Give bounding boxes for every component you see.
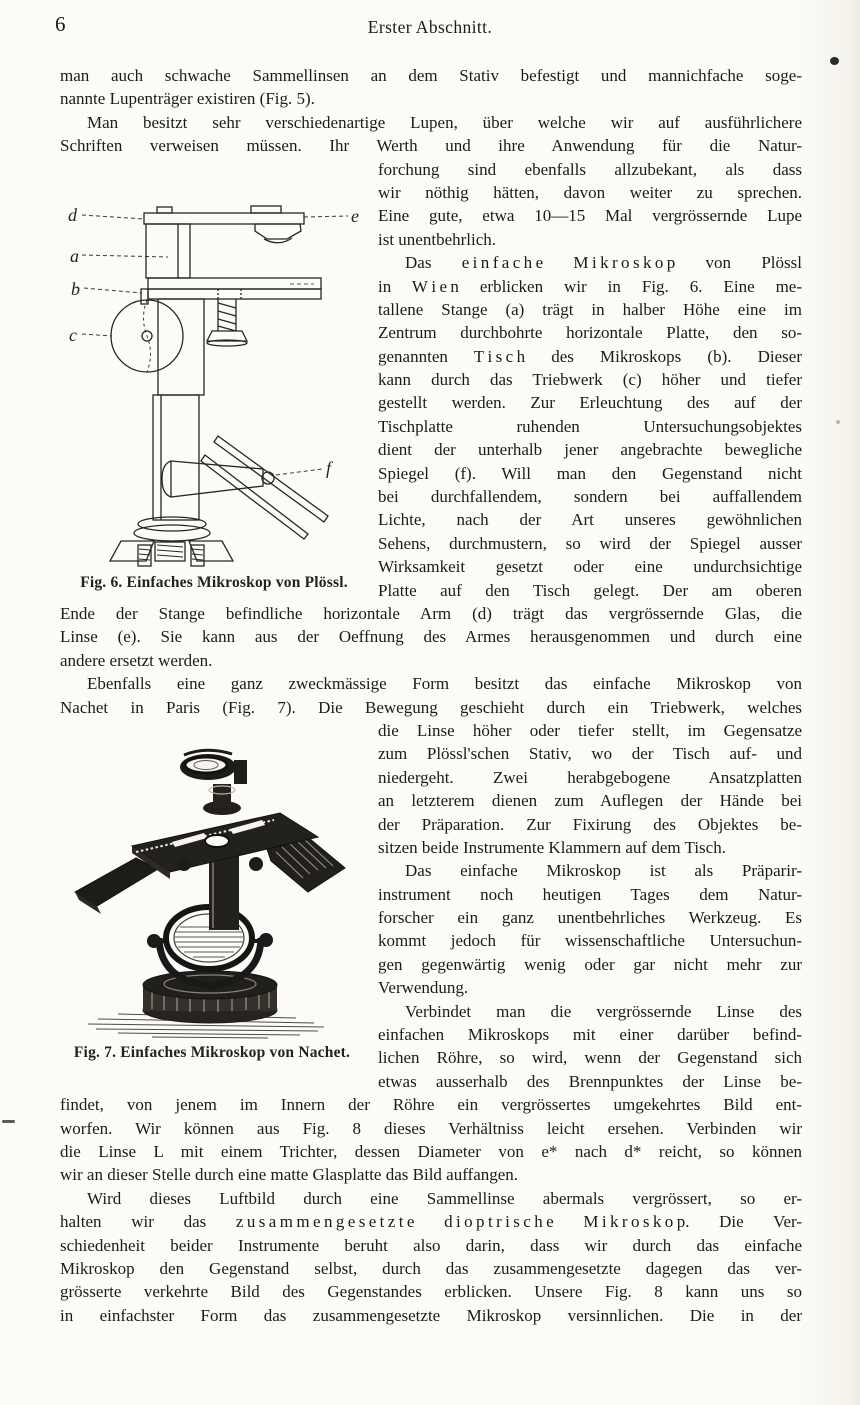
text-line: etwas ausserhalb des Brennpunktes der Linse be- bbox=[378, 1071, 802, 1091]
text-line: zum Plössl'schen Stativ, wo der Tisch auf- und bbox=[378, 744, 802, 764]
text-line: findet, von jenem im Innern der Röhre ein vergrössertes umgekehrtes Bild ent- bbox=[60, 1095, 802, 1115]
text-line: Platte auf den Tisch gelegt. Der am oberen bbox=[378, 580, 802, 600]
text-line: Man besitzt sehr verschiedenartige Lupen, über welche wir auf ausführlichere bbox=[87, 112, 802, 132]
scan-speck bbox=[830, 57, 839, 65]
text-line: der Präparation. Zur Fixirung des Objektes be- bbox=[378, 814, 802, 834]
text-line: nannte Lupenträger existiren (Fig. 5). bbox=[60, 89, 315, 109]
text-line: andere ersetzt werden. bbox=[60, 650, 213, 670]
text-line: Mikroskop den Gegenstand selbst, durch das zusammengesetzte dagegen das ver- bbox=[60, 1258, 802, 1278]
text-line: Zentrum durchbohrte horizontale Platte, den so- bbox=[378, 323, 802, 343]
text-line: Sehens, durchmustern, so wird der Spiegel ausser bbox=[378, 533, 802, 553]
text-line: genannten T i s c h des Mikroskops (b). Dieser bbox=[378, 346, 802, 366]
text-line: dient der unterhalb jener angebrachte bewegliche bbox=[378, 440, 802, 460]
text-line: die Linse L mit einem Trichter, dessen Diameter von e* nach d* reicht, so können bbox=[60, 1141, 802, 1161]
fig6-drawing bbox=[58, 198, 370, 572]
paragraph-6-full bbox=[60, 1187, 802, 1327]
text-line: kommt jedoch für wissenschaftliche Untersuchun- bbox=[378, 931, 802, 951]
fig6-label-e: e bbox=[351, 206, 359, 226]
text-column-beside-fig7 bbox=[378, 719, 802, 1093]
text-line: Spiegel (f). Will man den Gegenstand nicht bbox=[378, 463, 802, 483]
text-line: in W i e n erblicken wir in Fig. 6. Eine me- bbox=[378, 276, 802, 296]
text-line: forchung sind ebenfalls allzubekant, als dass bbox=[378, 159, 802, 179]
text-line: Schriften verweisen müssen. Ihr Werth und ihre Anwendung für die Natur- bbox=[60, 136, 802, 156]
figure-6-ploessl-microscope bbox=[58, 198, 370, 592]
text-line: man auch schwache Sammellinsen an dem Stativ befestigt und mannichfache soge- bbox=[60, 66, 802, 85]
text-line: Lichte, nach der Art unseres gewöhnlichen bbox=[378, 510, 802, 530]
text-line: Das e i n f a c h e M i k r o s k o p von Plössl bbox=[405, 253, 802, 273]
fig7-drawing bbox=[56, 742, 368, 1042]
text-line: forscher ein ganz unentbehrliches Werkzeug. Es bbox=[378, 908, 802, 928]
text-line: einfachen Mikroskops mit einer darüber befind- bbox=[378, 1025, 802, 1045]
text-line: Linse (e). Sie kann aus der Oeffnung des Armes herausgenommen und durch eine bbox=[60, 627, 802, 647]
page-number: 6 bbox=[55, 12, 66, 36]
paragraph-3-full bbox=[60, 602, 802, 672]
text-line: ist unentbehrlich. bbox=[378, 229, 497, 249]
fig6-label-c: c bbox=[69, 325, 77, 345]
text-line: Nachet in Paris (Fig. 7). Die Bewegung geschieht durch ein Triebwerk, welches bbox=[60, 697, 802, 717]
scan-speck bbox=[836, 420, 840, 424]
paragraph-4 bbox=[60, 672, 802, 719]
text-line: Verbindet man die vergrössernde Linse des bbox=[405, 1001, 802, 1021]
text-line: gen gegenwärtig wenig oder gar nicht mehr zur bbox=[378, 954, 802, 974]
page-header bbox=[0, 0, 860, 54]
text-line: gestellt werden. Zur Erleuchtung des auf der bbox=[378, 393, 802, 413]
text-line: wir nöthig hätten, davon weiter zu sprechen. bbox=[378, 182, 802, 202]
text-line: sitzen beide Instrumente Klammern auf dem Tisch. bbox=[378, 837, 726, 857]
text-line: niedergeht. Zwei herabgebogene Ansatzplatten bbox=[378, 767, 802, 787]
text-line: schiedenheit beider Instrumente beruht also darin, dass wir durch das einfache bbox=[60, 1235, 802, 1255]
text-line: tallene Stange (a) trägt in halber Höhe eine im bbox=[378, 299, 802, 319]
text-line: worfen. Wir können aus Fig. 8 dieses Verhältniss leicht ersehen. Verbinden wir bbox=[60, 1118, 802, 1138]
text-line: Wird dieses Luftbild durch eine Sammellinse abermals vergrössert, so er- bbox=[87, 1188, 802, 1208]
fig6-label-a: a bbox=[70, 246, 79, 266]
text-line: lichen Röhre, so wird, wenn der Gegenstand sich bbox=[378, 1048, 802, 1068]
text-column-beside-fig6 bbox=[378, 158, 802, 602]
paragraph-2 bbox=[60, 111, 802, 158]
fig7-caption: Fig. 7. Einfaches Mikroskop von Nachet. bbox=[73, 1044, 351, 1061]
text-line: Ebenfalls eine ganz zweckmässige Form besitzt das einfache Mikroskop von bbox=[87, 674, 802, 694]
text-line: die Linse höher oder tiefer stellt, im Gegensatze bbox=[378, 720, 802, 740]
text-line: instrument noch heutigen Tages dem Natur- bbox=[378, 884, 802, 904]
text-line: bei durchfallendem, sondern bei auffallendem bbox=[378, 487, 802, 507]
margin-mark bbox=[2, 1120, 15, 1123]
text-line: grösserte verkehrte Bild des Gegenstandes erblicken. Unsere Fig. 8 kann uns so bbox=[60, 1282, 802, 1302]
paragraph-1 bbox=[60, 64, 802, 111]
figure-7-nachet-microscope bbox=[56, 742, 368, 1062]
text-line: Eine gute, etwa 10—15 Mal vergrössernde Lupe bbox=[378, 206, 802, 226]
fig6-caption: Fig. 6. Einfaches Mikroskop von Plössl. bbox=[80, 574, 348, 591]
fig6-label-f: f bbox=[326, 458, 332, 478]
text-line: wir an dieser Stelle durch eine matte Glasplatte das Bild auffangen. bbox=[60, 1165, 519, 1185]
running-title: Erster Abschnitt. bbox=[367, 17, 493, 37]
text-line: an letzterem dienen zum Auflegen der Hände bei bbox=[378, 791, 802, 811]
text-line: Ende der Stange befindliche horizontale Arm (d) trägt das vergrössernde Glas, die bbox=[60, 603, 802, 623]
text-line: halten wir das z u s a m m e n g e s e t z t e d i o p t r i s c h e M i k r o s k o p. Die Ver- bbox=[60, 1212, 802, 1232]
text-line: in einfachster Form das zusammengesetzte Mikroskop versinnlichen. Die in der bbox=[60, 1305, 802, 1325]
text-line: Wirksamkeit gesetzt oder eine undurchsichtige bbox=[378, 557, 802, 577]
text-line: Verwendung. bbox=[378, 978, 469, 998]
text-line: Tischplatte ruhenden Untersuchungsobjektes bbox=[378, 416, 802, 436]
paragraph-5-full bbox=[60, 1093, 802, 1187]
text-line: kann durch das Triebwerk (c) höher und tiefer bbox=[378, 370, 802, 390]
fig6-label-d: d bbox=[68, 205, 77, 225]
text-line: Das einfache Mikroskop ist als Präparir- bbox=[405, 861, 802, 881]
fig6-label-b: b bbox=[71, 279, 80, 299]
